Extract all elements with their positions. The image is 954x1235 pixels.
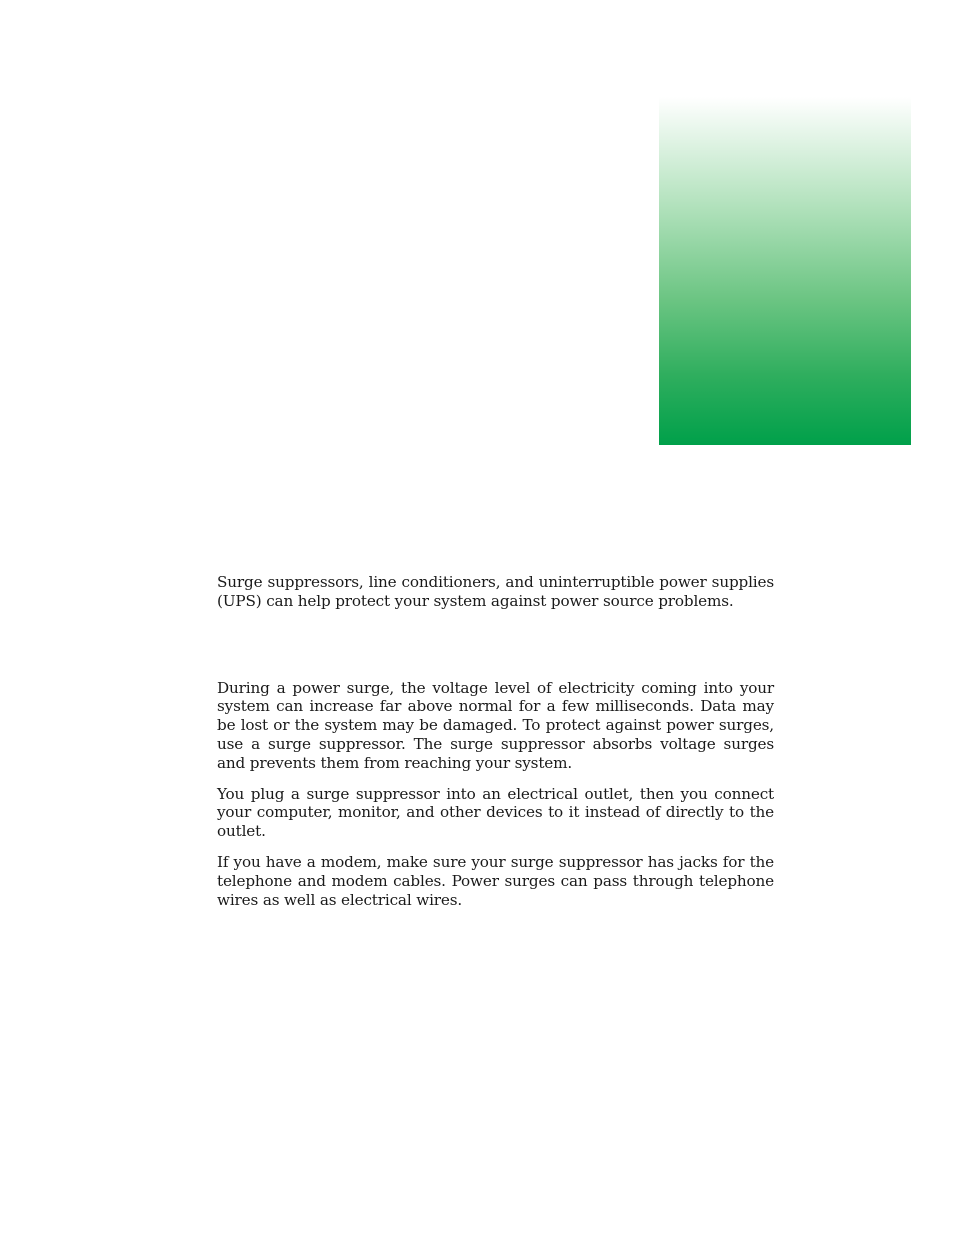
page-content [217,573,774,921]
intro-paragraph: Surge suppressors, line conditioners, and uninterruptible power supplies (UPS) can help protect your system against power source problems. [217,573,774,610]
modem-paragraph: If you have a modem, make sure your surge suppressor has jacks for the telephone and modem cables. Power surges can pass through telephone wires as well as electrical wires. [217,852,774,909]
connection-paragraph: You plug a surge suppressor into an electrical outlet, then you connect your computer, monitor, and other devices to it instead of directly to the outlet. [217,784,774,841]
surge-paragraph: During a power surge, the voltage level of electricity coming into your system can increase far above normal for a few milliseconds. Data may be lost or the system may be damaged. To protect against power surges, use a surge suppressor. The surge suppressor absorbs voltage surges and prevents them from reaching your system. [217,678,774,772]
chapter-tab-gradient [659,97,911,445]
